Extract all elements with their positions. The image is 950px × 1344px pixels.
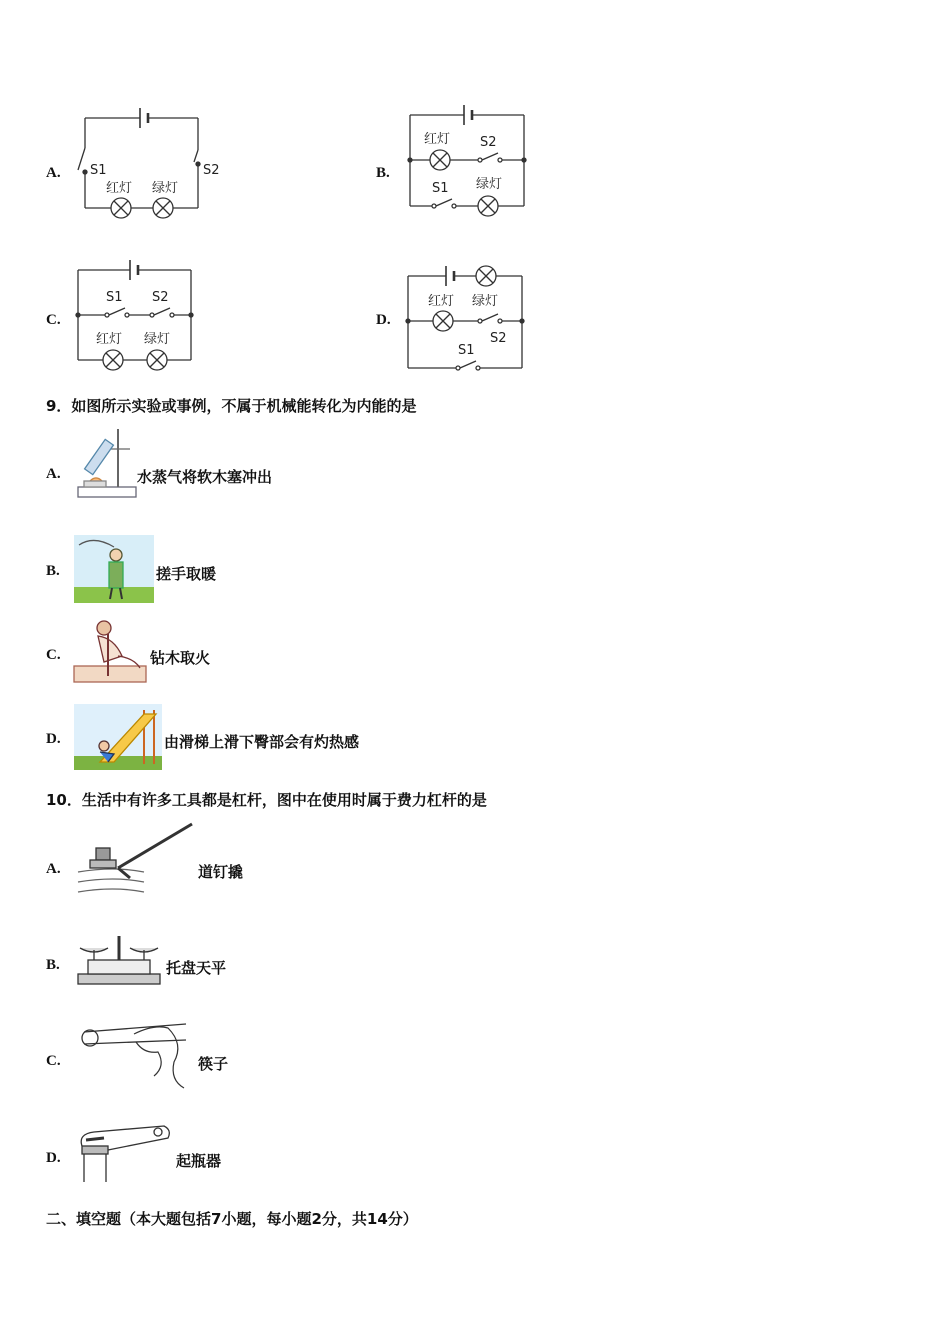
q10-option-d-text: 起瓶器 [176,1152,222,1170]
q8-c-s1: S1 [106,290,123,305]
q8-a-s1: S1 [90,163,107,178]
q8-option-c-label: C. [46,312,61,328]
q8-circuit-d-diagram [400,260,540,380]
balance-scale-image [74,930,164,988]
q10-option-a-label: A. [46,861,61,877]
q10-option-c-text: 筷子 [198,1055,229,1073]
q8-a-red-lamp: 红灯 [106,181,133,196]
q8-c-red-lamp: 红灯 [96,332,123,347]
q10-option-a-text: 道钉撬 [198,863,244,881]
q9-option-d-text: 由滑梯上滑下臀部会有灼热感 [164,733,360,751]
q8-d-red-lamp: 红灯 [428,294,455,309]
q8-b-red-lamp: 红灯 [424,132,451,147]
q9-option-a-label: A. [46,466,61,482]
q9-option-c-label: C. [46,647,61,663]
q8-b-green-lamp: 绿灯 [476,177,503,192]
test-tube-steam-image [70,425,138,501]
q8-option-b-label: B. [376,165,390,181]
q8-c-s2: S2 [152,290,169,305]
q9-option-c-text: 钻木取火 [150,649,211,667]
q8-b-s1: S1 [432,181,449,196]
rubbing-hands-image [74,535,154,603]
q10-title: 10．生活中有许多工具都是杠杆，图中在使用时属于费力杠杆的是 [46,791,487,809]
q9-title: 9．如图所示实验或事例，不属于机械能转化为内能的是 [46,397,417,415]
q10-option-d-label: D. [46,1150,61,1166]
q8-a-green-lamp: 绿灯 [152,181,179,196]
q9-option-d-label: D. [46,731,61,747]
q9-option-b-label: B. [46,563,60,579]
q8-d-s2: S2 [490,331,507,346]
q8-option-d-label: D. [376,312,391,328]
q8-d-green-lamp: 绿灯 [472,294,499,309]
q9-option-b-text: 搓手取暖 [156,565,217,583]
q9-option-a-text: 水蒸气将软木塞冲出 [137,468,273,486]
slide-image [74,704,162,770]
spike-lever-image [74,820,198,900]
chopsticks-image [74,1014,198,1090]
q8-a-s2: S2 [203,163,220,178]
q8-circuit-c-diagram [70,255,210,375]
drilling-wood-fire-image [74,616,148,688]
q10-option-b-label: B. [46,957,60,973]
q8-circuit-b-diagram [400,100,540,220]
q8-d-s1: S1 [458,343,475,358]
q8-option-a-label: A. [46,165,61,181]
q10-option-b-text: 托盘天平 [166,959,227,977]
q10-option-c-label: C. [46,1053,61,1069]
q8-circuit-a-diagram [70,100,240,230]
section2-heading: 二、填空题（本大题包括7小题，每小题2分，共14分） [46,1210,418,1228]
q8-c-green-lamp: 绿灯 [144,332,171,347]
q8-b-s2: S2 [480,135,497,150]
bottle-opener-image [74,1120,174,1184]
